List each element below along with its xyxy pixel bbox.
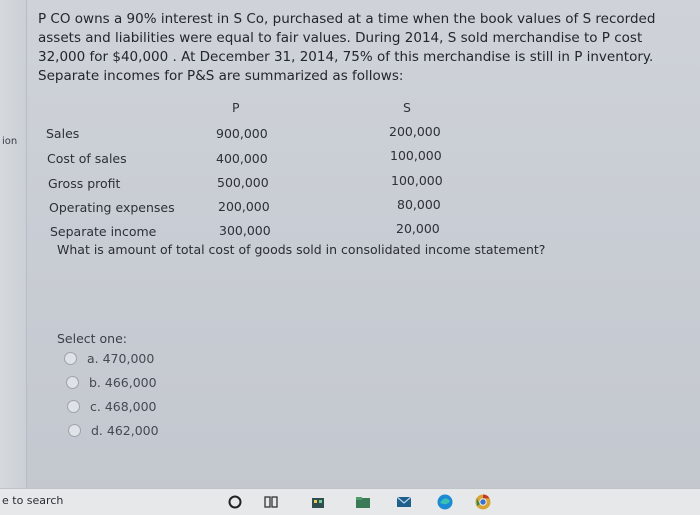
edge-icon[interactable] (436, 493, 454, 511)
row-value-s: 20,000 (396, 221, 440, 236)
radio-button[interactable] (67, 400, 80, 413)
task-view-icon[interactable] (262, 493, 280, 511)
mail-icon[interactable] (395, 493, 413, 511)
option-label: b. 466,000 (89, 375, 157, 390)
row-value-p: 400,000 (216, 151, 268, 166)
sidebar-label: ion (2, 136, 18, 147)
radio-button[interactable] (66, 376, 79, 389)
answer-option-b[interactable] (66, 375, 157, 390)
row-value-p: 500,000 (217, 175, 269, 190)
cortana-circle-icon[interactable] (226, 493, 244, 511)
answer-option-a[interactable] (64, 351, 154, 366)
radio-button[interactable] (64, 352, 77, 365)
row-value-s: 100,000 (390, 148, 442, 163)
select-one-label: Select one: (57, 331, 128, 346)
row-value-p: 900,000 (216, 126, 268, 141)
row-value-s: 200,000 (389, 124, 441, 139)
option-label: a. 470,000 (87, 351, 155, 366)
question-prompt: What is amount of total cost of goods sold in consolidated income statement? (57, 242, 546, 257)
taskbar (0, 488, 700, 515)
radio-button[interactable] (68, 424, 81, 437)
taskbar-search[interactable]: e to search (2, 494, 64, 507)
row-label-cost-of-sales: Cost of sales (47, 151, 127, 166)
row-label-operating-expenses: Operating expenses (49, 200, 175, 215)
left-navigation-strip (0, 0, 27, 488)
store-icon[interactable] (309, 493, 327, 511)
answer-option-d[interactable] (68, 423, 159, 438)
column-header-p: P (232, 100, 240, 115)
row-value-s: 80,000 (397, 197, 441, 212)
row-value-s: 100,000 (391, 173, 443, 188)
row-label-sales: Sales (46, 126, 80, 141)
option-label: c. 468,000 (90, 399, 157, 414)
row-value-p: 300,000 (219, 223, 271, 238)
column-header-s: S (403, 100, 411, 115)
row-label-gross-profit: Gross profit (48, 176, 121, 191)
row-value-p: 200,000 (218, 199, 270, 214)
option-label: d. 462,000 (91, 423, 159, 438)
question-text: P CO owns a 90% interest in S Co, purchased at a time when the book values of S recorded assets and liabilities were equal to fair values. During 2014, S sold merchandise to P cost 32,000 for $40,000 . At December 31, 2014, 75% of this merchandise is still in P inventory. Separate incomes for P&S are summarized as follows: (38, 11, 656, 84)
answer-option-c[interactable] (67, 399, 157, 414)
row-label-separate-income: Separate income (50, 224, 157, 239)
chrome-icon[interactable] (474, 493, 492, 511)
file-explorer-icon[interactable] (354, 493, 372, 511)
